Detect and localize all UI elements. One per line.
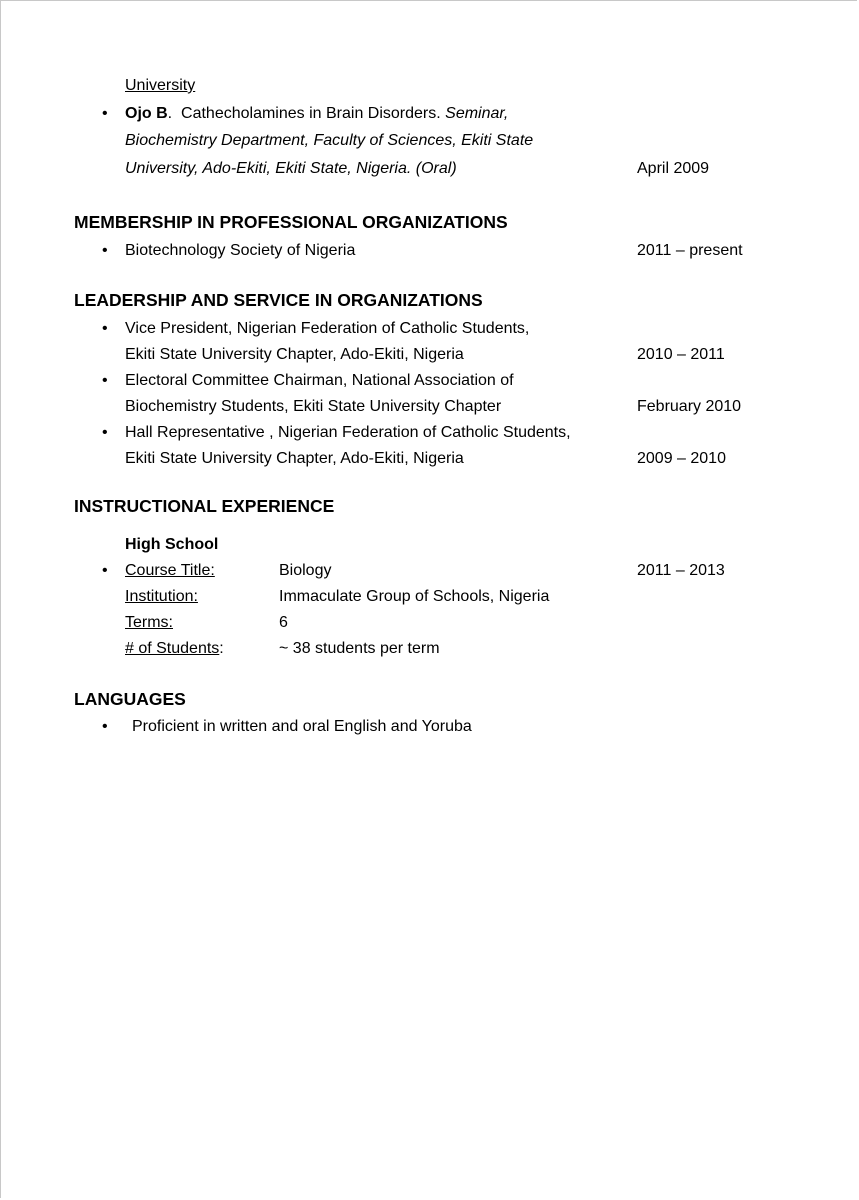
course-title-value: Biology xyxy=(279,562,332,579)
presentation-author: Ojo B xyxy=(125,105,168,122)
students-value: ~ 38 students per term xyxy=(279,640,440,657)
leadership-item-1-line1: Vice President, Nigerian Federation of Catholic Students, xyxy=(125,320,530,337)
membership-item-text: Biotechnology Society of Nigeria xyxy=(125,242,356,259)
presentation-title: Cathecholamines in Brain Disorders. xyxy=(181,105,441,122)
presentation-date: April 2009 xyxy=(637,160,710,177)
instructional-heading: INSTRUCTIONAL EXPERIENCE xyxy=(74,496,335,516)
bullet: • xyxy=(102,562,108,579)
leadership-item-2-line1: Electoral Committee Chairman, National Association of xyxy=(125,372,514,389)
leadership-item-1-date: 2010 – 2011 xyxy=(637,346,725,363)
languages-item-text: Proficient in written and oral English and Yoruba xyxy=(132,718,472,735)
leadership-item-2-line2: Biochemistry Students, Ekiti State University Chapter xyxy=(125,398,502,415)
institution-value: Immaculate Group of Schools, Nigeria xyxy=(279,588,550,605)
membership-heading: MEMBERSHIP IN PROFESSIONAL ORGANIZATIONS xyxy=(74,212,508,232)
bullet: • xyxy=(102,242,108,259)
presentation-venue-2: Biochemistry Department, Faculty of Sciences, Ekiti State xyxy=(125,132,534,149)
bullet: • xyxy=(102,424,108,441)
presentation-line-1 xyxy=(125,105,508,123)
leadership-item-3-line1: Hall Representative , Nigerian Federation of Catholic Students, xyxy=(125,424,571,441)
bullet: • xyxy=(102,372,108,389)
instructional-date: 2011 – 2013 xyxy=(637,562,725,579)
leadership-item-3-line2: Ekiti State University Chapter, Ado-Ekiti, Nigeria xyxy=(125,450,464,467)
presentation-author-period: . xyxy=(167,105,173,122)
leadership-item-2-date: February 2010 xyxy=(637,398,742,415)
leadership-heading: LEADERSHIP AND SERVICE IN ORGANIZATIONS xyxy=(74,290,483,310)
students-label-wrap xyxy=(125,640,224,658)
membership-item-date: 2011 – present xyxy=(637,242,743,259)
leadership-item-3-date: 2009 – 2010 xyxy=(637,450,726,467)
instructional-subheading: High School xyxy=(125,536,219,553)
bullet: • xyxy=(102,718,108,735)
bullet: • xyxy=(102,320,108,337)
presentation-venue-3: University, Ado-Ekiti, Ekiti State, Nigeria. (Oral) xyxy=(125,160,457,177)
students-label-colon: : xyxy=(219,640,224,657)
students-label: # of Students xyxy=(125,640,220,657)
leadership-item-1-line2: Ekiti State University Chapter, Ado-Ekiti, Nigeria xyxy=(125,346,464,363)
bullet: • xyxy=(102,105,108,122)
terms-value: 6 xyxy=(279,614,288,631)
continued-university-text: University xyxy=(125,77,196,94)
presentation-venue-1: Seminar, xyxy=(445,105,509,122)
languages-heading: LANGUAGES xyxy=(74,689,186,709)
course-title-label: Course Title: xyxy=(125,562,215,579)
institution-label: Institution: xyxy=(125,588,198,605)
terms-label: Terms: xyxy=(125,614,173,631)
